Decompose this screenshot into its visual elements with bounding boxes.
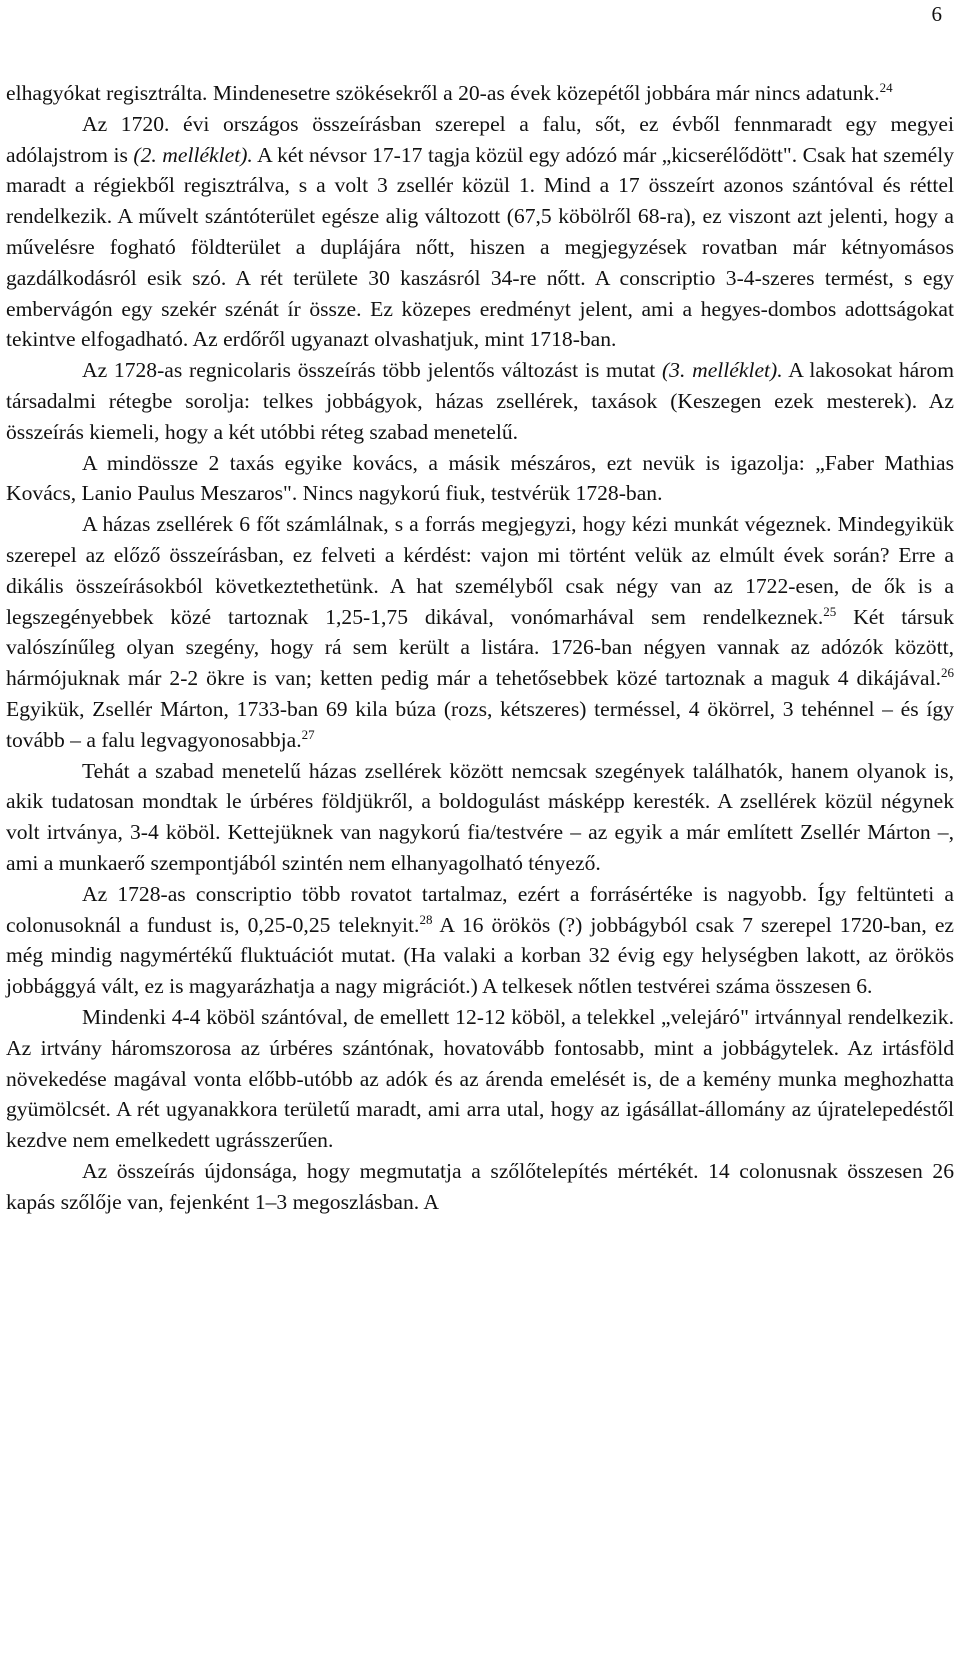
footnote-ref: 27 <box>301 726 315 742</box>
text-run: Az 1728-as regnicolaris összeírás több jelentős változást is mutat <box>82 358 662 383</box>
text-run: A házas zsellérek 6 főt számlálnak, s a forrás megjegyzi, hogy kézi munkát végeznek. Mindegyikük szerepel az előző összeírásban, ez felveti a kérdést: vajon mi történt velük az elmúlt évek során? Erre a dikális összeírásokból következtethetünk. A hat személyből csak négy van az 1722-esen, de ők is a legszegényebbek közé tartoznak 1,25-1,75 dikával, vonómarhával sem rendelkeznek. <box>6 512 954 629</box>
text-run: Két társuk valószínűleg olyan szegény, hogy rá sem került a listára. 1726-ban négyen vannak az adózók között, hármójuknak már 2-2 ökre is van; ketten pedig már a tehetősebbek közé tartoznak a maguk 4 dikájával. <box>6 604 954 691</box>
paragraph <box>6 1156 954 1218</box>
paragraph <box>6 879 954 1002</box>
footnote-ref: 24 <box>879 79 893 95</box>
text-run: Az 1728-as conscriptio több rovatot tartalmaz, ezért a forrásértéke is nagyobb. Így feltünteti a colonusoknál a fundust is, 0,25-0,25 teleknyit. <box>6 881 954 937</box>
text-run: A 16 örökös (?) jobbágyból csak 7 szerepel 1720-ban, ez még mindig nagymértékű fluktuációt mutat. (Ha valaki a korban 32 évig egy helységben lakott, az örökös jobbággyá vált, ez is magyarázhatja a nagy migrációt.) A telkesek nőtlen testvérei száma összesen 6. <box>6 912 954 999</box>
text-run: Egyikük, Zsellér Márton, 1733-ban 69 kila búza (rozs, kétszeres) terméssel, 4 ökörrel, 3 tehénnel – és így tovább – a falu legvagyonosabbja. <box>6 696 954 752</box>
paragraph <box>6 448 954 510</box>
paragraph <box>6 1002 954 1156</box>
text-run: Az összeírás újdonsága, hogy megmutatja a szőlőtelepítés mértékét. 14 colonusnak összesen 26 kapás szőlője van, fejenként 1–3 megoszlásban. A <box>6 1158 954 1214</box>
paragraph <box>6 355 954 447</box>
text-run: Tehát a szabad menetelű házas zsellérek között nemcsak szegények találhatók, hanem olyanok is, akik tudatosan mondtak le úrbéres földjükről, a boldogulást másképp keresték. A zsellérek közül négynek volt irtványa, 3-4 köböl. Kettejüknek van nagykorú fia/testvére – az egyik a már említett Zsellér Márton –, ami a munkaerő szempontjából szintén nem elhanyagolható tényező. <box>6 758 954 875</box>
footnote-ref: 26 <box>941 665 954 681</box>
footnote-ref: 28 <box>419 911 433 927</box>
paragraph <box>6 756 954 879</box>
paragraph <box>6 509 954 755</box>
italic-reference: (2. melléklet). <box>133 142 253 167</box>
paragraph <box>6 78 954 109</box>
italic-reference: (3. melléklet). <box>661 358 783 383</box>
body-text <box>6 78 954 1217</box>
text-run: Mindenki 4-4 köböl szántóval, de emellett 12-12 köböl, a telekkel „velejáró" irtvánnyal rendelkezik. Az irtvány háromszorosa az úrbéres szántónak, hovatovább fontosabb, mint a jobbágytelek. Az irtásföld növekedése magával vonta előbb-utóbb az adók és az árenda emelését is, de a kemény munka meghozhatta gyümölcsét. A rét ugyanakkora területű maradt, ami arra utal, hogy az igásállat-állomány az újratelepedéstől kezdve nem emelkedett ugrásszerűen. <box>6 1004 954 1153</box>
paragraph <box>6 109 954 355</box>
text-run: A két névsor 17-17 tagja közül egy adózó már „kicserélődött". Csak hat személy maradt a régiekből regisztrálva, s a volt 3 zsellér közül 1. Mind a 17 összeírt azonos szántóval és réttel rendelkezik. A művelt szántóterület egésze alig változott (67,5 köbölről 68-ra), ez viszont azt jelenti, hogy a művelésre fogható földterület a duplájára nőtt, hiszen a megjegyzések rovatban már kétnyomásos gazdálkodásról esik szó. A rét területe 30 kaszásról 34-re nőtt. A conscriptio 3-4-szeres termést, s egy embervágón egy szekér szénát ír össze. Ez közepes eredményt jelent, ami a hegyes-dombos adottságokat tekintve elfogadható. Az erdőről ugyanazt olvashatjuk, mint 1718-ban. <box>6 142 954 352</box>
footnote-ref: 25 <box>823 603 837 619</box>
text-run: elhagyókat regisztrálta. Mindenesetre szökésekről a 20-as évek közepétől jobbára már nincs adatunk. <box>6 81 880 105</box>
text-run: A mindössze 2 taxás egyike kovács, a másik mészáros, ezt nevük is igazolja: „Faber Mathias Kovács, Lanio Paulus Meszaros". Nincs nagykorú fiuk, testvérük 1728-ban. <box>6 450 954 506</box>
text-run: A lakosokat három társadalmi rétegbe sorolja: telkes jobbágyok, házas zsellérek, taxások (Keszegen ezek mesterek). Az összeírás kiemeli, hogy a két utóbbi réteg szabad menetelű. <box>6 358 954 444</box>
text-run: Az 1720. évi országos összeírásban szerepel a falu, sőt, ez évből fennmaradt egy megyei adólajstrom is <box>6 111 954 167</box>
page-number: 6 <box>931 2 942 26</box>
